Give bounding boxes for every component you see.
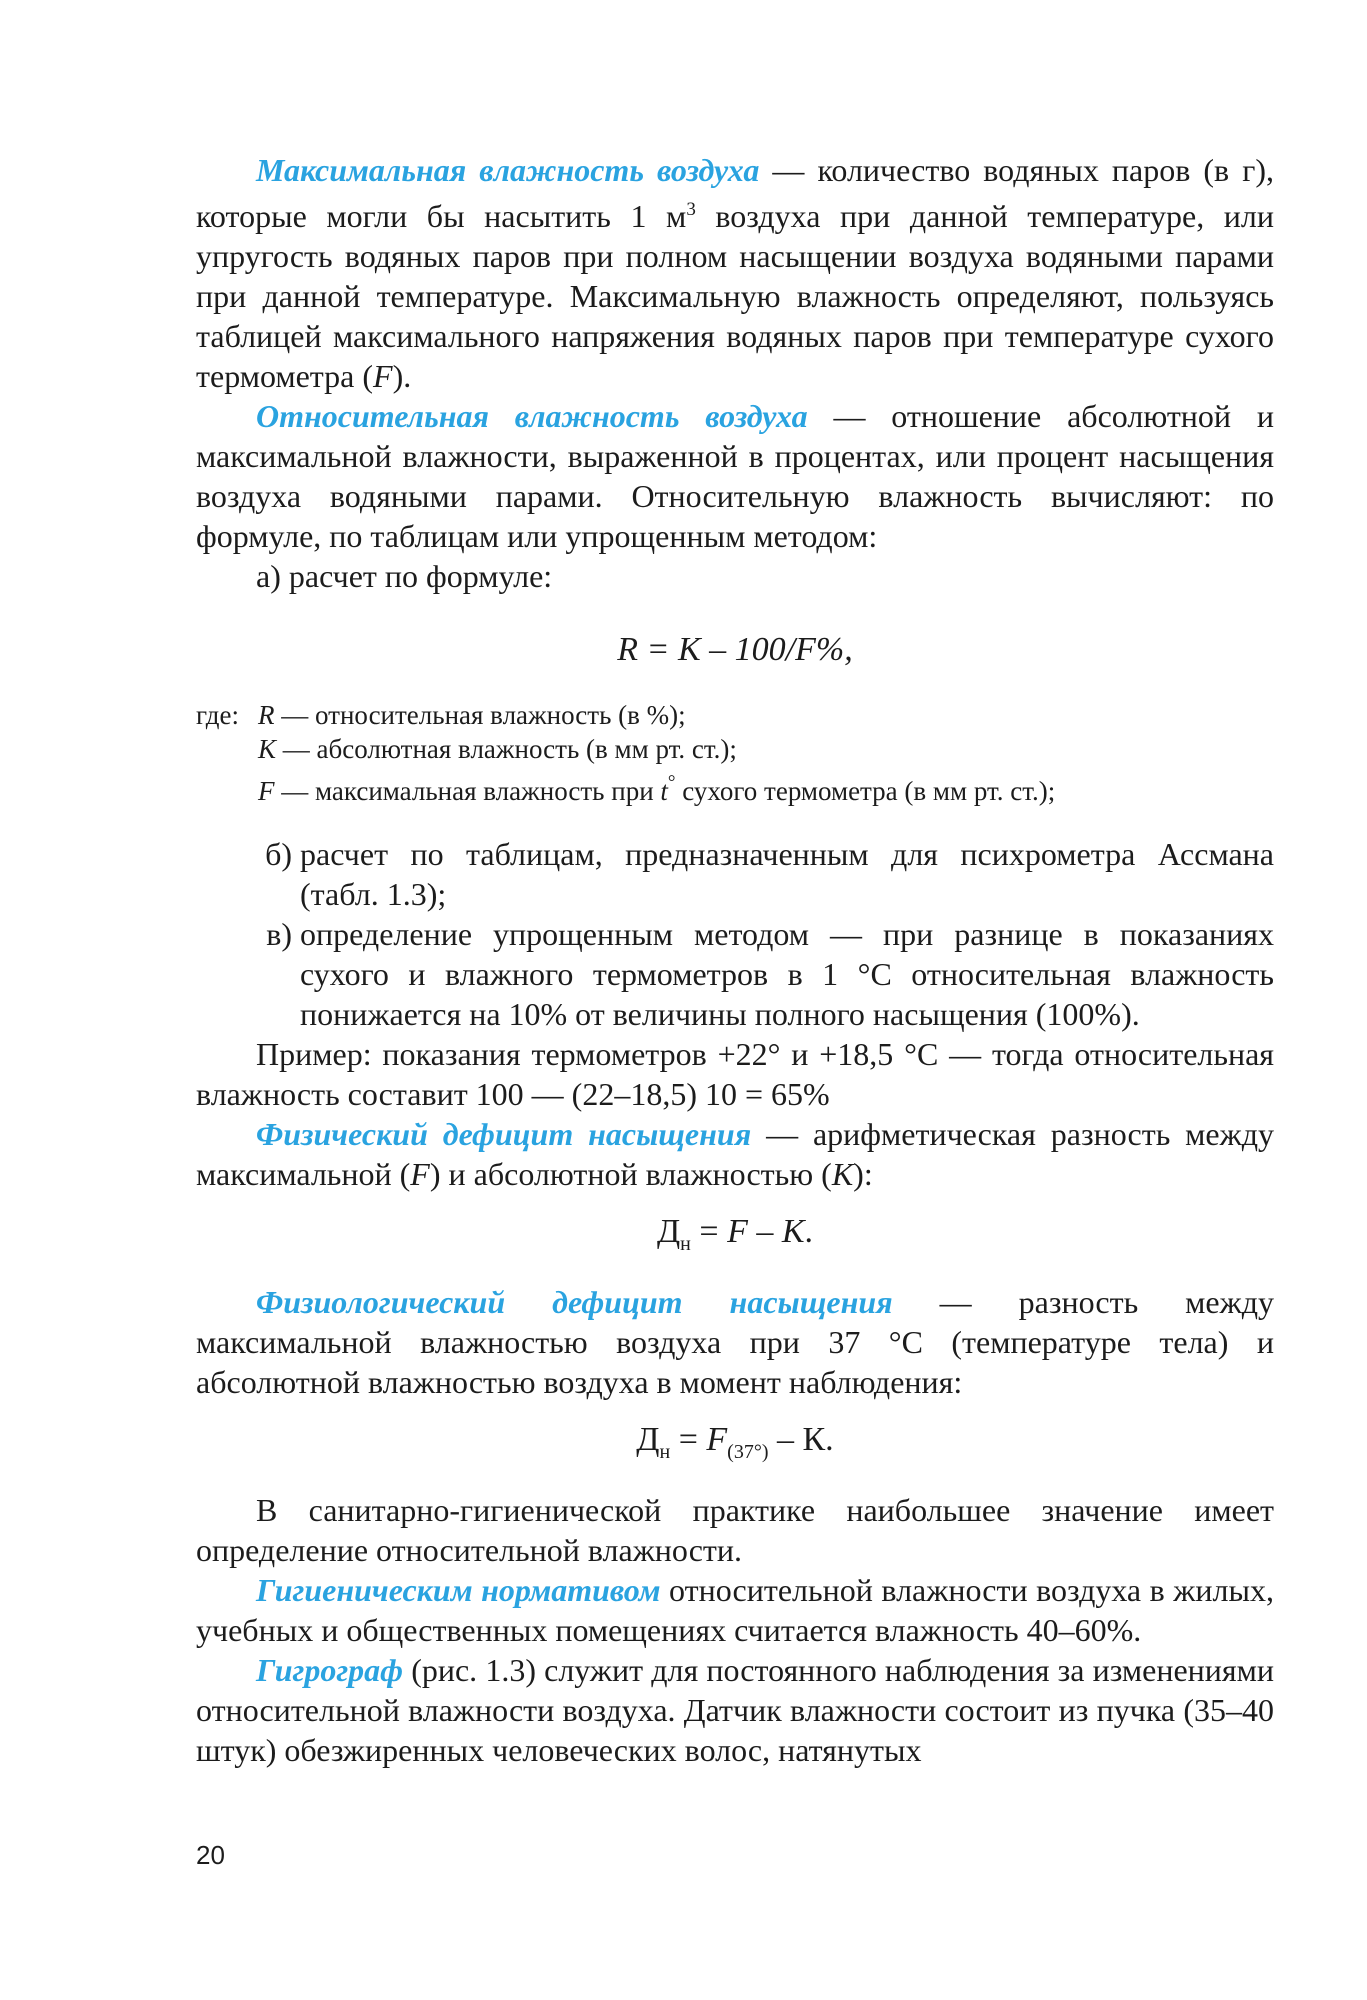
item-a: а) расчет по формуле: [256,558,553,594]
paragraph-physiological-deficit: Физиологический дефицит насыщения — разность между максимальной влажностью воздуха при 37 °С (температуре тела) и абсолютной влажностью воздуха в момент наблюдения: [196,1284,1275,1400]
paragraph-hygrograph: Гигрограф (рис. 1.3) служит для постоянного наблюдения за изменениями относительной влажности воздуха. Датчик влажности состоит из пучка (35–40 штук) обезжиренных человеческих волос, натянутых [196,1652,1274,1768]
definition-k: K — абсолютная влажность (в мм рт. ст.); [258,734,737,764]
term-hygrograph: Гигрограф [256,1652,404,1688]
paragraph-hygienic-norm: Гигиеническим нормативом относительной влажности воздуха в жилых, учебных и общественных помещениях считается влажность 40–60%. [196,1572,1274,1648]
method-list [196,834,1274,1034]
paragraph-sanitary-practice: В санитарно-гигиенической практике наибольшее значение имеет определение относительной влажности. [196,1492,1274,1568]
formula-physical-deficit: $Д_н = F - K$. [656,1213,814,1255]
term-hygienic-norm: Гигиеническим нормативом [256,1572,661,1608]
term-physical-deficit: Физический дефицит насыщения [256,1116,752,1152]
paragraph-example: Пример: показания термометров +22° и +18,5 °С — тогда относительная влажность составит 100 — (22–18,5) 10 = 65% [196,1036,1274,1112]
paragraph-physical-deficit: Физический дефицит насыщения — арифметическая разность между максимальной (F) и абсолютной влажностью (K): [196,1116,1275,1192]
formula-definitions [196,698,1274,808]
definition-f: F — максимальная влажность при t° сухого термометра (в мм рт. ст.); [258,772,1056,806]
list-item: в) определение упрощенным методом — при разнице в показаниях сухого и влажного термометров в 1 °С относительная влажность понижается на 10% от величины полного насыщения (100%). [266,916,1274,1032]
term-relative-humidity: Относительная влажность воздуха [256,398,808,434]
paragraph-max-humidity: Максимальная влажность воздуха — количество водяных паров (в г), которые могли бы насытить 1 $м^3$ воздуха при данной температуре, или упругость водяных паров при полном насыщении воздуха водяными парами при данной температуре. Максимальную влажность определяют, пользуясь таблицей максимального напряжения водяных паров при температуре сухого термометра (F). [196,152,1275,394]
paragraph-relative-humidity: Относительная влажность воздуха — отношение абсолютной и максимальной влажности, выраженной в процентах, или процент насыщения воздуха водяными парами. Относительную влажность вычисляют: по формуле, по таблицам или упрощенным методом: [196,398,1275,554]
text-column [196,150,1274,1770]
formula-relative-humidity: R = K – 100/F%, [617,631,853,668]
list-item: б) расчет по таблицам, предназначенным для психрометра Ассмана (табл. 1.3); [265,836,1274,912]
term-max-humidity: Максимальная влажность воздуха [256,152,760,188]
definition-r: где: R — относительная влажность (в %); [196,700,686,730]
term-physiological-deficit: Физиологический дефицит насыщения [256,1284,893,1320]
page-number: 20 [196,1840,225,1870]
formula-physiological-deficit: $Д_н = F_{(37^\circ)} - К$. [636,1421,834,1463]
